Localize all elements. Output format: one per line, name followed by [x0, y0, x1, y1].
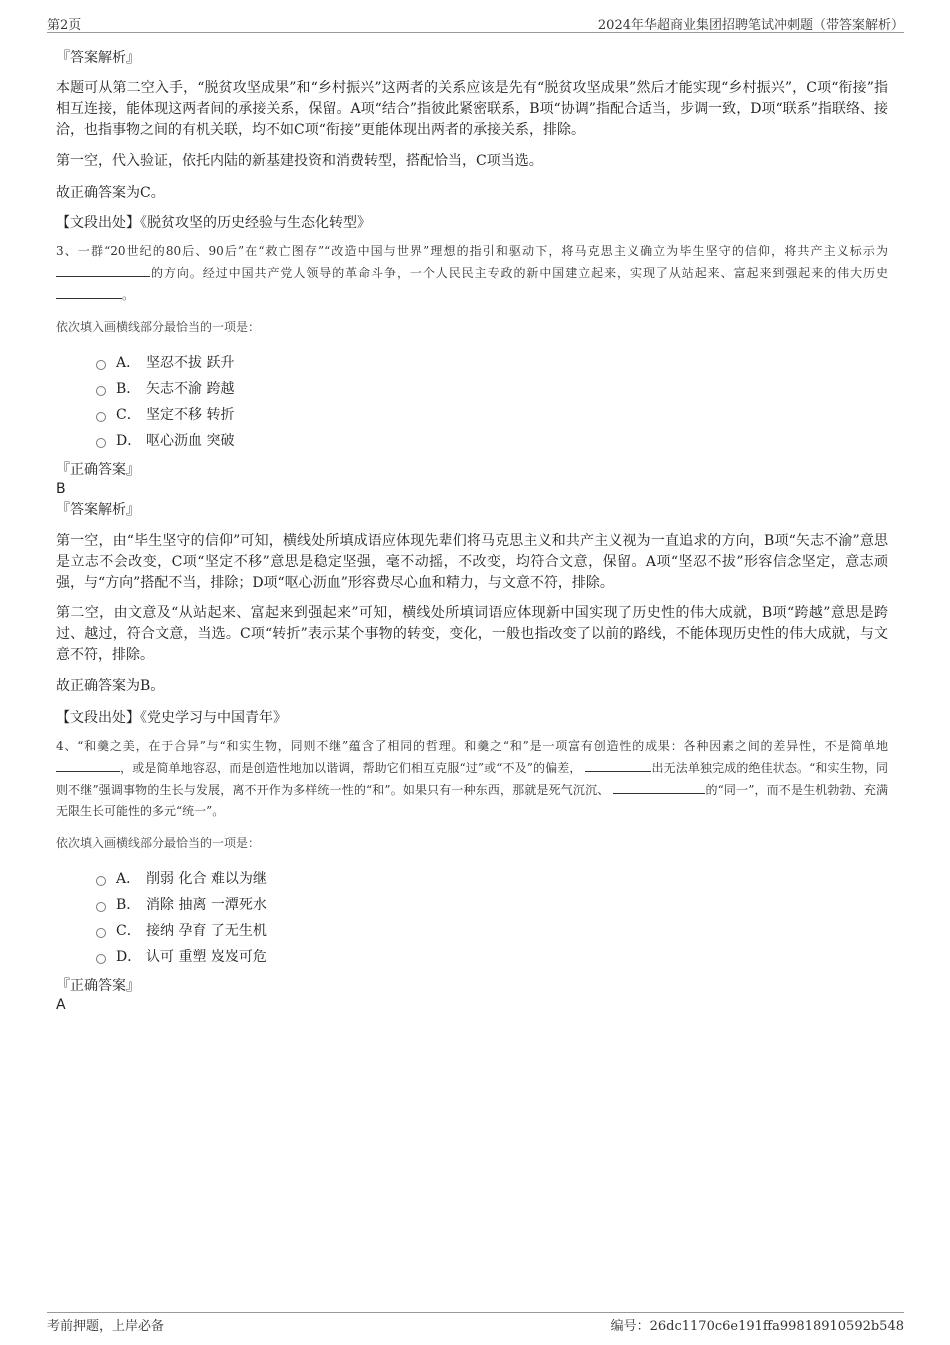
fill-blank: [56, 262, 150, 277]
option-text: 削弱 化合 难以为继: [146, 871, 267, 887]
option-letter: D．: [116, 433, 142, 449]
analysis-tag: 『答案解析』: [56, 502, 140, 518]
option-letter: B．: [116, 897, 141, 913]
footer-slogan: 考前押题，上岸必备: [47, 1319, 165, 1334]
correct-answer: A: [56, 997, 66, 1013]
analysis-tag: 『答案解析』: [56, 50, 140, 66]
analysis-conclusion: 故正确答案为B。: [56, 678, 165, 694]
option-text: 坚忍不拔 跃升: [146, 355, 235, 371]
option-item[interactable]: [96, 376, 888, 402]
source-citation: 【文段出处】《党史学习与中国青年》: [56, 710, 287, 726]
option-list: [56, 350, 888, 454]
radio-icon[interactable]: [96, 876, 106, 886]
option-item[interactable]: [96, 866, 888, 892]
radio-icon[interactable]: [96, 360, 106, 370]
radio-icon[interactable]: [96, 902, 106, 912]
radio-icon[interactable]: [96, 386, 106, 396]
page-number: 第2页: [47, 18, 82, 33]
option-text: 接纳 孕育 了无生机: [146, 923, 267, 939]
option-letter: B．: [116, 381, 141, 397]
option-letter: A．: [116, 355, 141, 371]
radio-icon[interactable]: [96, 954, 106, 964]
radio-icon[interactable]: [96, 928, 106, 938]
analysis-paragraph: 第一空，代入验证，依托内陆的新基建投资和消费转型，搭配恰当，C项当选。: [56, 153, 543, 169]
option-item[interactable]: [96, 892, 888, 918]
option-text: 坚定不移 转折: [146, 407, 235, 423]
fill-blank: [613, 779, 705, 794]
option-list: [56, 866, 888, 970]
analysis-paragraph: 第二空，由文意及“从站起来、富起来到强起来”可知，横线处所填词语应体现新中国实现了历史性的伟大成就，B项“跨越”意思是跨过、越过，符合文意，当选。C项“转折”表示某个事物的转变，变化，一般也指改变了以前的路线，不能体现历史性的伟大成就，与文意不符，排除。: [56, 605, 888, 663]
page-header: [47, 12, 904, 33]
option-letter: D．: [116, 949, 142, 965]
radio-icon[interactable]: [96, 412, 106, 422]
analysis-conclusion: 故正确答案为C。: [56, 185, 165, 201]
option-text: 消除 抽离 一潭死水: [146, 897, 267, 913]
document-title: 2024年华超商业集团招聘笔试冲刺题（带答案解析）: [597, 18, 904, 33]
option-text: 矢志不渝 跨越: [146, 381, 235, 397]
option-item[interactable]: [96, 918, 888, 944]
radio-icon[interactable]: [96, 438, 106, 448]
option-item[interactable]: [96, 428, 888, 454]
option-item[interactable]: [96, 944, 888, 970]
answer-tag: 『正确答案』: [56, 462, 140, 478]
question-prompt: 依次填入画横线部分最恰当的一项是：: [56, 836, 261, 850]
option-letter: C．: [116, 407, 141, 423]
page-footer: [47, 1312, 904, 1335]
question-4-stem: 4、“和羹之美，在于合异”与“和实生物，同则不继”蕴含了相同的哲理。和羹之“和”是一项富有创造性的成果：各种因素之间的差异性，不是简单地 ，或是简单地容忍，而是创造性地加以谐调，帮助它们相互克服“过”或“不及”的偏差， 出无法单独完成的绝佳状态。“和实生物，同则不继”强调事物的生长与发展，离不开作为多样统一性的“和”。如果只有一种东西，那就是死气沉沉、 的“同一”，而不是生机勃勃、充满无限生长可能性的多元“统一”。: [56, 739, 888, 818]
source-citation: 【文段出处】《脱贫攻坚的历史经验与生态化转型》: [56, 215, 371, 231]
fill-blank: [585, 757, 651, 772]
fill-blank: [56, 284, 122, 299]
answer-tag: 『正确答案』: [56, 978, 140, 994]
option-text: 呕心沥血 突破: [146, 433, 235, 449]
option-item[interactable]: [96, 402, 888, 428]
analysis-paragraph: 本题可从第二空入手，“脱贫攻坚成果”和“乡村振兴”这两者的关系应该是先有“脱贫攻坚成果”然后才能实现“乡村振兴”，C项“衔接”指相互连接，能体现这两者间的承接关系，保留。A项“结合”指彼此紧密联系，B项“协调”指配合适当，步调一致，D项“联系”指联络、接洽，也指事物之间的有机关联，均不如C项“衔接”更能体现出两者的承接关系，排除。: [56, 80, 888, 138]
option-text: 认可 重塑 岌岌可危: [146, 949, 267, 965]
question-prompt: 依次填入画横线部分最恰当的一项是：: [56, 320, 261, 334]
fill-blank: [56, 757, 120, 772]
document-id: 编号：26dc1170c6e191ffa99818910592b548: [610, 1319, 904, 1334]
option-item[interactable]: [96, 350, 888, 376]
option-letter: C．: [116, 923, 141, 939]
correct-answer: B: [56, 481, 66, 497]
question-3-stem: 3、一群“20世纪的80后、90后”在“救亡图存”“改造中国与世界”理想的指引和驱动下，将马克思主义确立为毕生坚守的信仰，将共产主义标示为的方向。经过中国共产党人领导的革命斗争，一个人民民主专政的新中国建立起来，实现了从站起来、富起来到强起来的伟大历史 。: [56, 244, 888, 302]
analysis-paragraph: 第一空，由“毕生坚守的信仰”可知，横线处所填成语应体现先辈们将马克思主义和共产主义视为一直追求的方向，B项“矢志不渝”意思是立志不会改变，C项“坚定不移”意思是稳定坚强，毫不动摇，不改变，均符合文意，保留。A项“坚忍不拔”形容信念坚定，意志顽强，与“方向”搭配不当，排除；D项“呕心沥血”形容费尽心血和精力，与文意不符，排除。: [56, 533, 888, 591]
option-letter: A．: [116, 871, 141, 887]
page-content: [56, 48, 888, 1014]
